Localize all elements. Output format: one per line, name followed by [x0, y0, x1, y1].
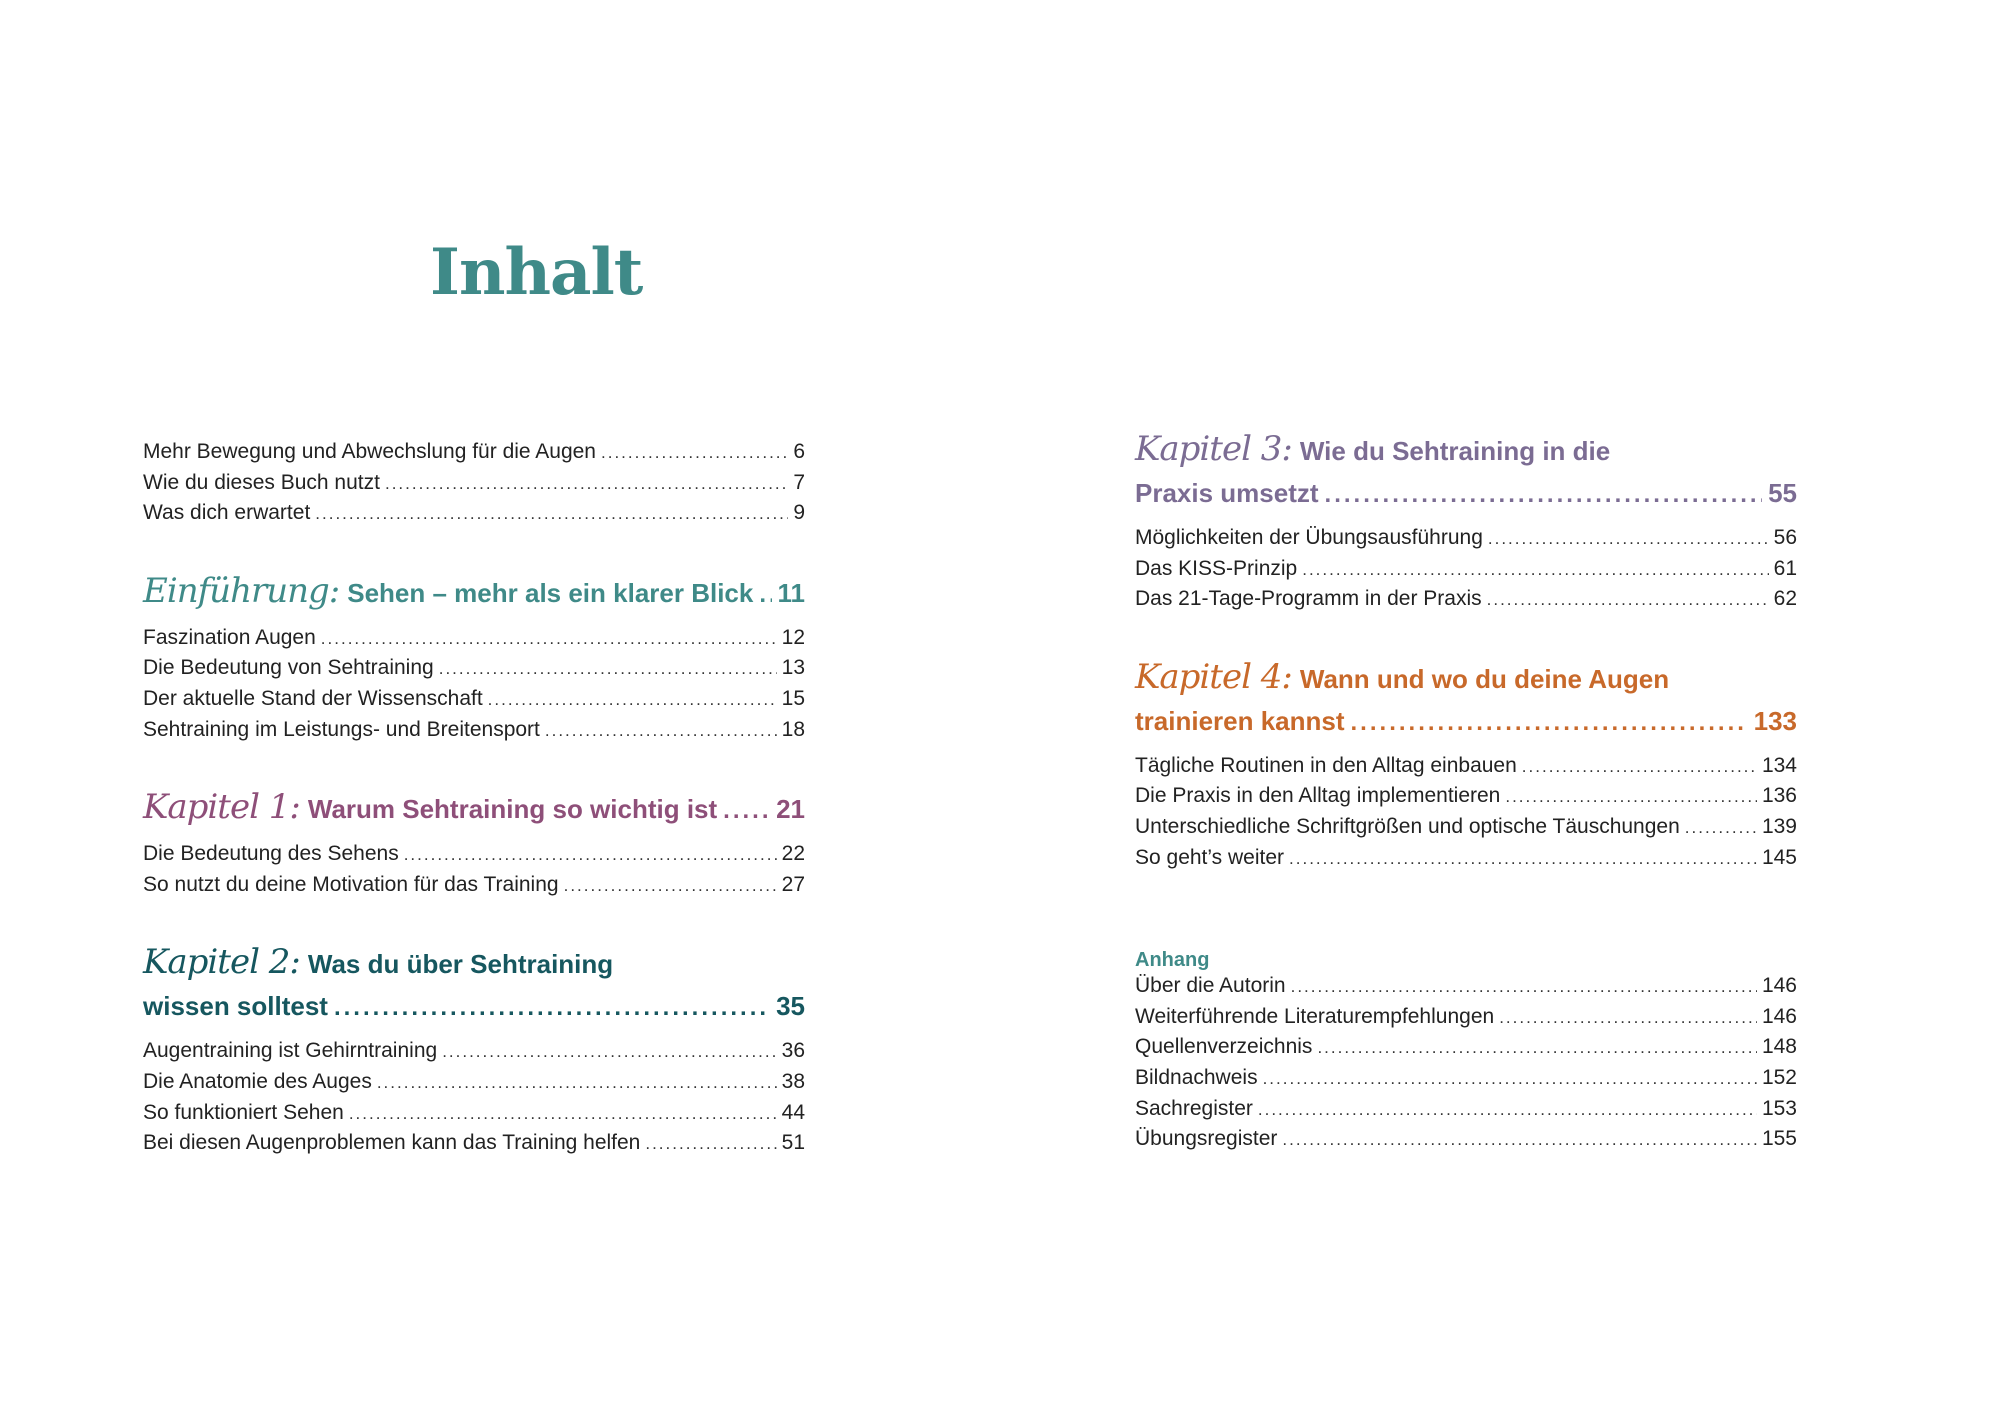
dot-leader: [1317, 1038, 1757, 1058]
entry-title: Unterschiedliche Schriftgrößen und optische Täuschungen: [1135, 814, 1680, 838]
toc-entry[interactable]: [143, 1039, 805, 1070]
toc-entry[interactable]: [1135, 974, 1797, 1005]
chapter-label: Kapitel 3:: [1135, 429, 1292, 469]
kapitel4-heading[interactable]: [1135, 656, 1797, 744]
entry-page: 36: [781, 1039, 805, 1063]
entry-page: 152: [1761, 1065, 1797, 1089]
chapter-page: 21: [776, 794, 805, 825]
toc-entry[interactable]: [1135, 1035, 1797, 1066]
toc-entry[interactable]: [143, 842, 805, 873]
entry-title: Weiterführende Literaturempfehlungen: [1135, 1004, 1495, 1028]
dot-leader: [377, 1073, 777, 1093]
dot-leader: [1522, 757, 1757, 777]
dot-leader: [1499, 1008, 1757, 1028]
entry-title: Sachregister: [1135, 1096, 1253, 1120]
entry-page: 7: [793, 470, 805, 494]
dot-leader: [385, 474, 788, 494]
chapter-title-line2: Praxis umsetzt: [1135, 478, 1319, 508]
entry-title: Bildnachweis: [1135, 1065, 1258, 1089]
dot-leader: [1289, 849, 1757, 869]
dot-leader: [439, 659, 777, 679]
dot-leader: [442, 1042, 776, 1062]
entry-title: Bei diesen Augenproblemen kann das Training helfen: [143, 1131, 641, 1155]
entry-page: 146: [1761, 1004, 1797, 1028]
kapitel2-heading[interactable]: [143, 941, 805, 1029]
toc-entry[interactable]: [1135, 754, 1797, 785]
kapitel3-heading[interactable]: [1135, 428, 1797, 516]
chapter-page: 133: [1753, 705, 1797, 736]
entry-page: 22: [781, 842, 805, 866]
chapter-title-line2: trainieren kannst: [1135, 705, 1345, 736]
dot-leader: [1351, 702, 1748, 744]
chapter-title: Warum Sehtraining so wichtig ist: [307, 794, 718, 825]
entry-title: Über die Autorin: [1135, 974, 1286, 998]
entry-title: Die Bedeutung von Sehtraining: [143, 656, 434, 680]
entry-title: Tägliche Routinen in den Alltag einbauen: [1135, 753, 1517, 777]
entry-page: 13: [781, 656, 805, 680]
entry-page: 44: [781, 1100, 805, 1124]
entry-title: Die Anatomie des Auges: [143, 1069, 372, 1093]
toc-left-column: [143, 440, 805, 1162]
kapitel2-entries: [143, 1039, 805, 1161]
toc-entry[interactable]: [143, 687, 805, 718]
toc-entry[interactable]: [1135, 784, 1797, 815]
entry-page: 153: [1761, 1096, 1797, 1120]
entry-page: 148: [1761, 1035, 1797, 1059]
kapitel1-heading[interactable]: [143, 786, 805, 832]
dot-leader: [1685, 818, 1757, 838]
entry-title: So funktioniert Sehen: [143, 1100, 344, 1124]
dot-leader: [1487, 590, 1769, 610]
entry-page: 139: [1761, 814, 1797, 838]
dot-leader: [601, 443, 788, 463]
toc-entry[interactable]: [1135, 1097, 1797, 1128]
toc-entry[interactable]: [143, 718, 805, 749]
intro-entries: [143, 626, 805, 748]
toc-entry[interactable]: [143, 1131, 805, 1162]
entry-title: So geht’s weiter: [1135, 845, 1285, 869]
entry-page: 146: [1761, 974, 1797, 998]
entry-title: Das KISS-Prinzip: [1135, 556, 1298, 580]
chapter-label: Kapitel 1:: [143, 787, 300, 828]
dot-leader: [1302, 560, 1768, 580]
toc-entry[interactable]: [1135, 526, 1797, 557]
entry-page: 38: [781, 1069, 805, 1093]
dot-leader: [1488, 529, 1769, 549]
entry-page: 15: [781, 686, 805, 710]
dot-leader: [645, 1134, 776, 1154]
entry-title: Mehr Bewegung und Abwechslung für die Augen: [143, 440, 596, 463]
anhang-entries: [1135, 974, 1797, 1158]
entry-title: Wie du dieses Buch nutzt: [143, 470, 380, 494]
toc-entry[interactable]: [143, 1070, 805, 1101]
dot-leader: [723, 790, 770, 832]
toc-entry[interactable]: [1135, 815, 1797, 846]
toc-right-column: [1135, 428, 1797, 1158]
chapter-label: Kapitel 2:: [143, 942, 300, 983]
kapitel3-entries: [1135, 526, 1797, 618]
intro-chapter-heading[interactable]: [143, 570, 805, 616]
entry-page: 145: [1761, 845, 1797, 869]
dot-leader: [404, 845, 777, 865]
toc-entry[interactable]: [1135, 1066, 1797, 1097]
entry-page: 51: [781, 1131, 805, 1155]
entry-title: Quellenverzeichnis: [1135, 1035, 1313, 1059]
chapter-title-line1: Wann und wo du deine Augen: [1299, 663, 1670, 694]
toc-entry[interactable]: [143, 1101, 805, 1132]
entry-page: 134: [1761, 753, 1797, 777]
toc-entry[interactable]: [1135, 1005, 1797, 1036]
dot-leader: [321, 629, 777, 649]
page-title: Inhalt: [430, 235, 643, 310]
dot-leader: [315, 504, 788, 524]
kapitel1-entries: [143, 842, 805, 903]
front-entries: [143, 440, 805, 532]
anhang-heading[interactable]: Anhang: [1135, 949, 1210, 972]
entry-page: 6: [793, 440, 805, 463]
entry-page: 56: [1773, 526, 1797, 549]
dot-leader: [488, 690, 777, 710]
toc-entry[interactable]: [1135, 587, 1797, 618]
chapter-page: 55: [1768, 478, 1797, 508]
dot-leader: [1291, 977, 1757, 997]
dot-leader: [334, 987, 770, 1029]
chapter-title-line1: Was du über Sehtraining: [307, 949, 614, 980]
toc-entry[interactable]: [143, 626, 805, 657]
entry-title: Möglichkeiten der Übungsausführung: [1135, 526, 1483, 549]
dot-leader: [759, 574, 771, 616]
dot-leader: [564, 876, 777, 896]
dot-leader: [545, 721, 777, 741]
toc-entry[interactable]: [143, 656, 805, 687]
entry-title: Sehtraining im Leistungs- und Breitensport: [143, 717, 540, 741]
chapter-page: 35: [776, 991, 805, 1022]
entry-title: Die Praxis in den Alltag implementieren: [1135, 784, 1501, 808]
entry-page: 136: [1761, 784, 1797, 808]
entry-title: Was dich erwartet: [143, 501, 311, 525]
entry-title: Das 21-Tage-Programm in der Praxis: [1135, 587, 1482, 611]
chapter-label: Einführung:: [143, 570, 340, 611]
entry-page: 9: [793, 501, 805, 525]
toc-entry[interactable]: [1135, 557, 1797, 588]
dot-leader: [1325, 474, 1763, 516]
toc-entry[interactable]: [143, 440, 805, 471]
toc-entry[interactable]: [143, 501, 805, 532]
entry-title: Faszination Augen: [143, 625, 316, 649]
toc-entry[interactable]: [143, 471, 805, 502]
dot-leader: [1505, 787, 1757, 807]
dot-leader: [349, 1104, 777, 1124]
toc-entry[interactable]: [143, 873, 805, 904]
dot-leader: [1258, 1100, 1757, 1120]
entry-page: 18: [781, 717, 805, 741]
dot-leader: [1282, 1130, 1757, 1150]
entry-title: Augentraining ist Gehirntraining: [143, 1039, 438, 1063]
entry-page: 12: [781, 625, 805, 649]
kapitel4-entries: [1135, 754, 1797, 876]
entry-title: Übungsregister: [1135, 1127, 1278, 1151]
entry-title: Die Bedeutung des Sehens: [143, 842, 399, 866]
chapter-page: 11: [777, 577, 805, 608]
chapter-label: Kapitel 4:: [1135, 656, 1292, 697]
entry-page: 62: [1773, 587, 1797, 611]
chapter-title-line2: wissen solltest: [143, 991, 328, 1022]
chapter-title: Sehen – mehr als ein klarer Blick: [347, 577, 754, 608]
toc-entry[interactable]: [1135, 1127, 1797, 1158]
entry-page: 27: [781, 872, 805, 896]
entry-title: So nutzt du deine Motivation für das Training: [143, 872, 559, 896]
entry-page: 155: [1761, 1127, 1797, 1151]
entry-page: 61: [1773, 556, 1797, 580]
chapter-title-line1: Wie du Sehtraining in die: [1299, 436, 1611, 466]
toc-entry[interactable]: [1135, 846, 1797, 877]
dot-leader: [1263, 1069, 1757, 1089]
entry-title: Der aktuelle Stand der Wissenschaft: [143, 686, 483, 710]
